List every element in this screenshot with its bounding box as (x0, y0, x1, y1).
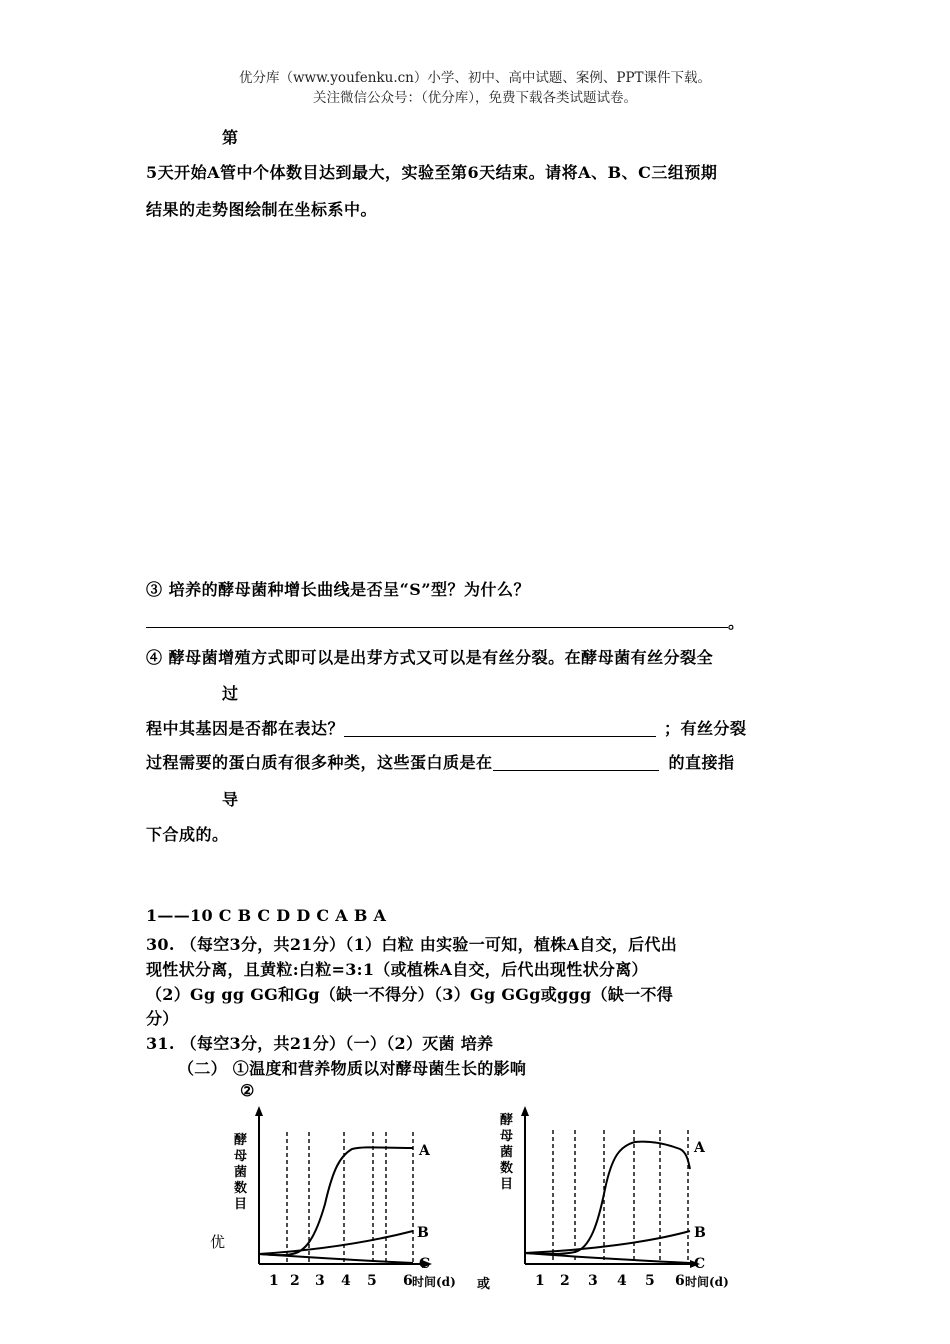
right-curve-b (525, 1231, 690, 1253)
left-ylabel-5: 目 (234, 1197, 248, 1212)
left-label-a: A (419, 1143, 430, 1159)
left-tick-1: 1 (269, 1273, 279, 1289)
left-tick-5: 5 (367, 1273, 377, 1289)
growth-curves-figure (0, 1094, 950, 1344)
blank-gene-expression (344, 720, 656, 737)
right-x-unit: 时间(d) (685, 1275, 729, 1289)
right-tick-6: 6 (675, 1273, 685, 1289)
left-ylabel-3: 菌 (234, 1165, 248, 1180)
left-curve-b (259, 1231, 413, 1254)
question-3-end: 。 (728, 613, 745, 632)
right-y-arrow (521, 1106, 529, 1116)
answer-31-line-2: （二） ①温度和营养物质以对酵母菌生长的影响 (178, 1059, 527, 1078)
question-4-line-4: 下合成的。 (146, 825, 229, 844)
answer-1-10: 1——10 C B C D D C A B A (146, 906, 387, 925)
answer-line-q3 (146, 627, 728, 628)
right-label-c: C (694, 1256, 706, 1272)
answer-30-line-4: 分） (146, 1009, 179, 1028)
question-4-guo: 过 (222, 684, 239, 703)
question-4-line-2 (146, 716, 747, 739)
left-label-c: C (419, 1256, 431, 1272)
mid-mark: 或 (477, 1277, 491, 1292)
right-ylabel-5: 目 (500, 1177, 514, 1192)
question-4-line-1: ④ 酵母菌增殖方式即可以是出芽方式又可以是有丝分裂。在酵母菌有丝分裂全 (146, 648, 714, 667)
question-4-line-3a: 过程需要的蛋白质有很多种类，这些蛋白质是在 (146, 753, 493, 772)
right-ylabel-3: 菌 (500, 1145, 514, 1160)
answer-31-line-3: ② (240, 1081, 255, 1100)
left-ylabel-1: 酵 (234, 1133, 248, 1148)
right-tick-3: 3 (588, 1273, 598, 1289)
left-y-arrow (255, 1106, 263, 1116)
question-4-line-2b: ；有丝分裂 (664, 719, 747, 738)
left-label-b: B (417, 1225, 429, 1241)
left-tick-2: 2 (290, 1273, 300, 1289)
header-line-1: 优分库（www.youfenku.cn）小学、初中、高中试题、案例、PPT课件下载。 (238, 70, 712, 86)
question-line-2: 结果的走势图绘制在坐标系中。 (146, 200, 378, 219)
right-ylabel-1: 酵 (500, 1113, 514, 1128)
answer-30-line-3: （2）Gg gg GG和Gg（缺一不得分）（3）Gg GGg或ggg（缺一不得 (146, 985, 674, 1004)
question-4-line-2a: 程中其基因是否都在表达？ (146, 719, 345, 738)
right-ylabel-4: 数 (500, 1161, 514, 1176)
right-graph (500, 1106, 729, 1289)
right-ylabel-2: 母 (500, 1129, 514, 1144)
right-curve-c (525, 1253, 690, 1263)
question-di: 第 (222, 128, 239, 147)
question-4-line-3b: 的直接指 (668, 753, 735, 772)
right-label-b: B (694, 1225, 706, 1241)
right-tick-5: 5 (645, 1273, 655, 1289)
question-4-dao: 导 (222, 790, 239, 809)
left-curve-c (259, 1254, 413, 1263)
question-line-1: 5天开始A管中个体数目达到最大，实验至第6天结束。请将A、B、C三组预期 (146, 163, 718, 182)
question-4-line-3 (146, 750, 735, 773)
left-tick-3: 3 (315, 1273, 325, 1289)
left-graph (234, 1106, 456, 1289)
right-label-a: A (694, 1140, 705, 1156)
answer-30-line-2: 现性状分离，且黄粒:白粒=3:1（或植株A自交，后代出现性状分离） (146, 960, 648, 979)
blank-organelle (493, 754, 659, 771)
left-ylabel-2: 母 (234, 1149, 248, 1164)
question-3: ③ 培养的酵母菌种增长曲线是否呈“S”型？为什么？ (146, 580, 531, 599)
left-tick-4: 4 (341, 1273, 351, 1289)
answer-30-line-1: 30. （每空3分，共21分）（1）白粒 由实验一可知，植株A自交，后代出 (146, 935, 678, 954)
side-mark: 优 (210, 1233, 226, 1251)
left-x-unit: 时间(d) (412, 1275, 456, 1289)
right-tick-4: 4 (617, 1273, 627, 1289)
left-ylabel-4: 数 (234, 1181, 248, 1196)
right-tick-1: 1 (535, 1273, 545, 1289)
left-tick-6: 6 (403, 1273, 413, 1289)
left-curve-a (259, 1147, 413, 1255)
right-tick-2: 2 (560, 1273, 570, 1289)
answer-31-line-1: 31. （每空3分，共21分）（一）（2）灭菌 培养 (146, 1034, 494, 1053)
header-line-2: 关注微信公众号：（优分库），免费下载各类试题试卷。 (313, 90, 637, 106)
